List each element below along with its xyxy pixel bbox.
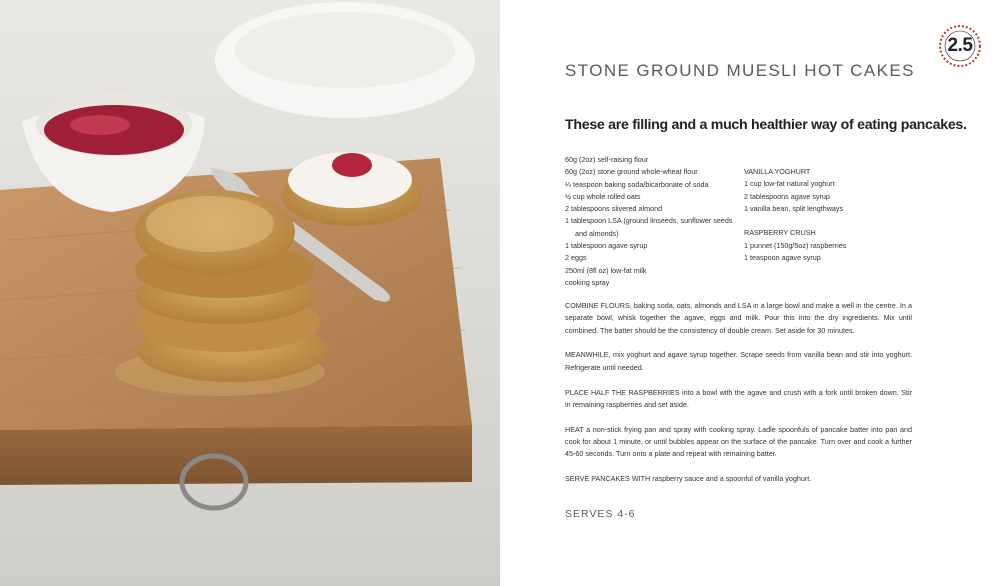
ingredient-item: cooking spray xyxy=(565,277,610,287)
raspberry-crush-item: 1 punnet (150g/5oz) raspberries xyxy=(744,240,847,250)
vanilla-yoghurt-item: 2 tablespoons agave syrup xyxy=(744,191,830,201)
method-step: SERVE PANCAKES WITH raspberry sauce and a spoonful of vanilla yoghurt. xyxy=(565,474,812,484)
serves-label: SERVES 4-6 xyxy=(565,508,636,520)
ingredient-item: 250ml (8fl oz) low-fat milk xyxy=(565,265,647,275)
recipe-intro: These are filling and a much healthier way of eating pancakes. xyxy=(565,117,967,133)
recipe-title: STONE GROUND MUESLI HOT CAKES xyxy=(565,61,915,80)
method-step: COMBINE FLOURS, baking soda, oats, almonds and LSA in a large bowl and make a well in the centre. In a separate bowl, whisk together the agave, eggs and milk. Pour this into the dry ingredients. Mix until combined. The batter should be the consistency of double cream. Set aside for 30 minutes. xyxy=(565,301,912,335)
ingredients-list xyxy=(565,154,732,289)
ingredient-item: ½ cup whole rolled oats xyxy=(565,191,641,201)
ingredient-item: ¼ teaspoon baking soda/bicarbonate of soda xyxy=(565,179,709,189)
vanilla-yoghurt-item: 1 cup low-fat natural yoghurt xyxy=(744,179,835,189)
method-step: HEAT a non-stick frying pan and spray with cooking spray. Ladle spoonfuls of pancake batter into pan and cook for about 1 minute, or until bubbles appear on the surface of the pancake. Turn over and cook a further 45-60 seconds. Turn onto a plate and repeat with remaining batter. xyxy=(565,424,912,459)
ingredient-item: and almonds) xyxy=(575,228,619,238)
method-steps xyxy=(565,300,912,498)
raspberry-crush-item: 1 teaspoon agave syrup xyxy=(744,253,821,263)
method-step: MEANWHILE, mix yoghurt and agave syrup together. Scrape seeds from vanilla bean and stir into yoghurt. Refrigerate until needed. xyxy=(565,350,912,372)
ingredient-item: 2 eggs xyxy=(565,253,587,263)
recipe-number-badge xyxy=(938,24,982,68)
vanilla-yoghurt-item: 1 vanilla bean, split lengthways xyxy=(744,203,844,213)
ingredient-item: 1 tablespoon LSA (ground linseeds, sunflower seeds xyxy=(565,216,733,226)
vanilla-yoghurt-heading: VANILLA YOGHURT xyxy=(744,167,811,176)
method-step: PLACE HALF THE RASPBERRIES into a bowl with the agave and crush with a fork until broken down. Stir in remaining raspberries and set aside. xyxy=(565,387,912,409)
sub-recipes xyxy=(744,166,846,264)
ingredient-item: 60g (2oz) self-raising flour xyxy=(565,155,649,164)
ingredient-item: 60g (2oz) stone ground whole-wheat flour xyxy=(565,167,698,177)
ingredient-item: 1 tablespoon agave syrup xyxy=(565,241,648,251)
recipe-number: 2.5 xyxy=(947,35,973,56)
raspberry-crush-heading: RASPBERRY CRUSH xyxy=(744,228,816,238)
ingredient-item: 2 tablespoons slivered almond xyxy=(565,204,663,214)
spacer xyxy=(744,215,846,227)
